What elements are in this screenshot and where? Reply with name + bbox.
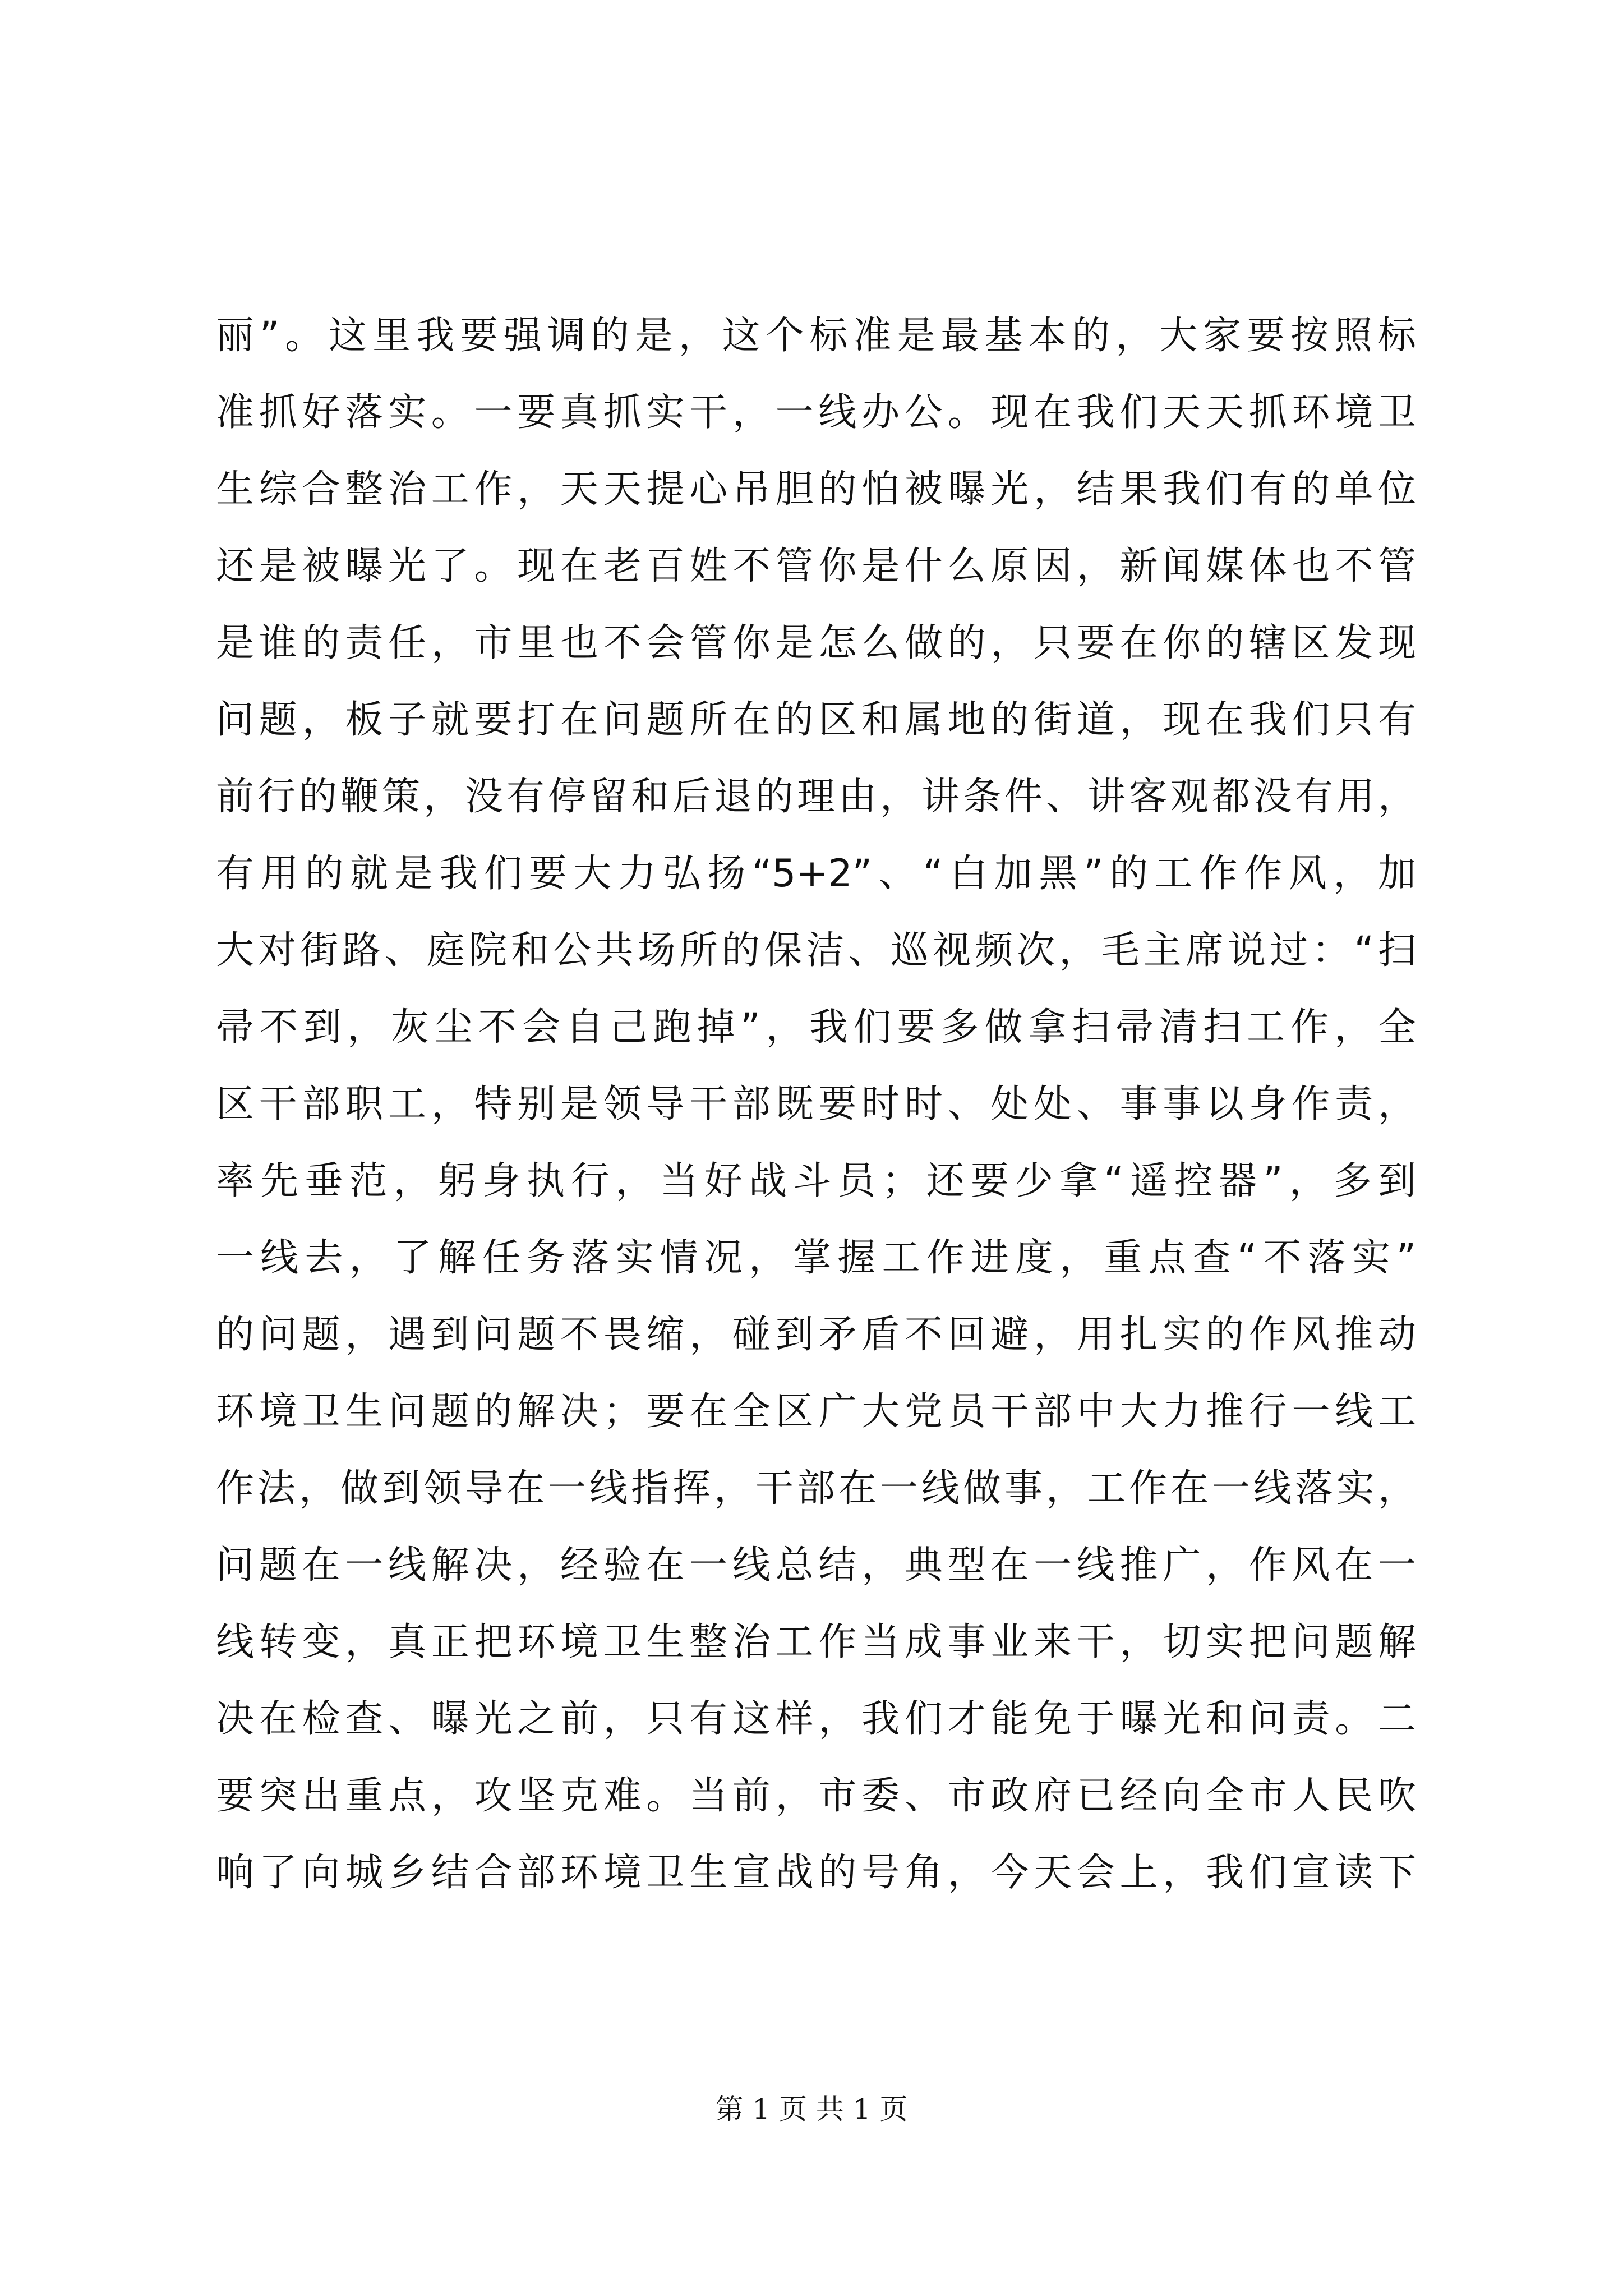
text-line: 要突出重点，攻坚克难。当前，市委、市政府已经向全市人民吹 [216,1774,1416,1818]
body-text [216,297,1416,1911]
text-line: 前行的鞭策，没有停留和后退的理由，讲条件、讲客观都没有用， [216,775,1416,819]
text-line: 是谁的责任，市里也不会管你是怎么做的，只要在你的辖区发现 [216,621,1416,665]
text-line: 的问题，遇到问题不畏缩，碰到矛盾不回避，用扎实的作风推动 [216,1313,1416,1357]
text-line: 作法，做到领导在一线指挥，干部在一线做事，工作在一线落实， [216,1466,1416,1511]
text-line: 准抓好落实。一要真抓实干，一线办公。现在我们天天抓环境卫 [216,390,1416,435]
text-line: 生综合整治工作，天天提心吊胆的怕被曝光，结果我们有的单位 [216,467,1416,512]
text-line: 率先垂范，躬身执行，当好战斗员；还要少拿“遥控器”，多到 [216,1159,1416,1203]
page-footer [0,2087,1623,2132]
text-line: 帚不到，灰尘不会自己跑掉”，我们要多做拿扫帚清扫工作，全 [216,1005,1416,1050]
text-line: 环境卫生问题的解决；要在全区广大党员干部中大力推行一线工 [216,1389,1416,1434]
text-line: 还是被曝光了。现在老百姓不管你是什么原因，新闻媒体也不管 [216,544,1416,588]
text-line: 一线去，了解任务落实情况，掌握工作进度，重点查“不落实” [216,1236,1416,1280]
page-number: 第 1 页 共 1 页 [715,2093,908,2125]
text-line: 有用的就是我们要大力弘扬“5+2”、“白加黑”的工作作风，加 [216,852,1416,896]
text-line: 问题在一线解决，经验在一线总结，典型在一线推广，作风在一 [216,1543,1416,1588]
text-line: 线转变，真正把环境卫生整治工作当成事业来干，切实把问题解 [216,1620,1416,1664]
text-line: 问题，板子就要打在问题所在的区和属地的街道，现在我们只有 [216,698,1416,742]
text-line: 区干部职工，特别是领导干部既要时时、处处、事事以身作责， [216,1082,1416,1126]
text-line: 丽”。这里我要强调的是，这个标准是最基本的，大家要按照标 [216,314,1416,358]
text-line: 响了向城乡结合部环境卫生宣战的号角，今天会上，我们宣读下 [216,1851,1416,1895]
text-line: 决在检查、曝光之前，只有这样，我们才能免于曝光和问责。二 [216,1697,1416,1741]
text-line: 大对街路、庭院和公共场所的保洁、巡视频次，毛主席说过：“扫 [216,928,1416,973]
